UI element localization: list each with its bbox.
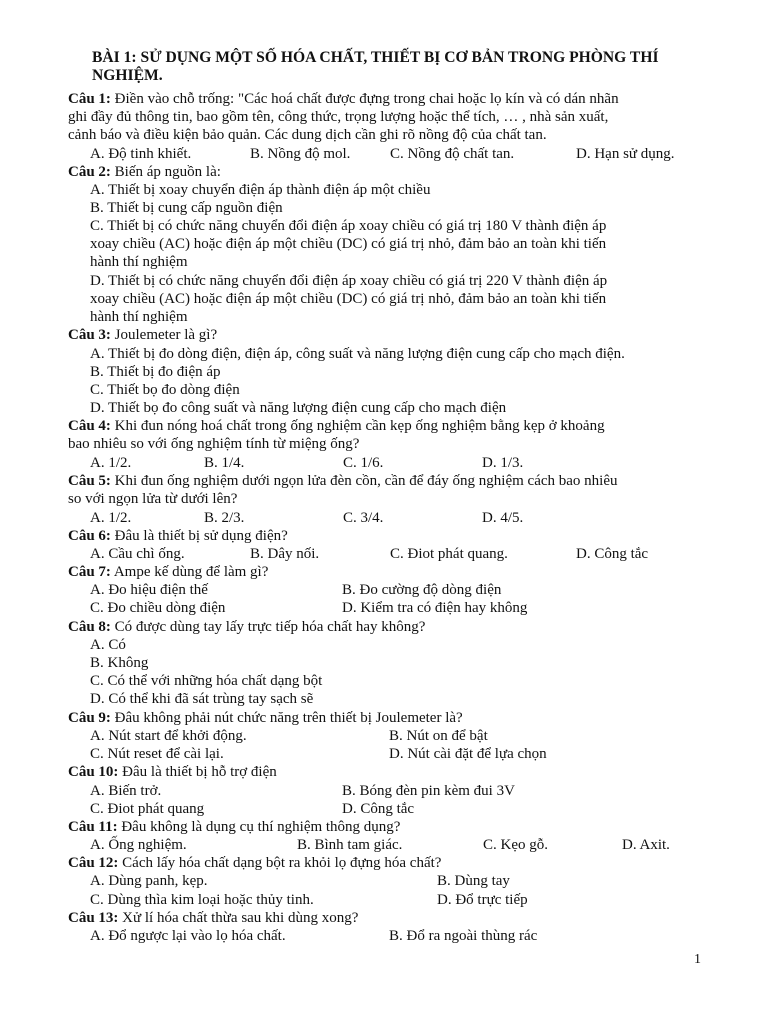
option-b: B. Bình tam giác. <box>297 837 403 853</box>
option-b: B. Dùng tay <box>437 873 510 889</box>
question-3 <box>68 326 217 344</box>
question-text-line: ghi đầy đủ thông tin, bao gồm tên, công thức, trọng lượng hoặc thể tích, … , nhà sản xuất, <box>68 109 609 125</box>
question-text: Có được dùng tay lấy trực tiếp hóa chất hay không? <box>110 619 426 635</box>
question-2 <box>68 163 221 181</box>
option-d: D. Kiểm tra có điện hay không <box>342 600 528 616</box>
document-title: BÀI 1: SỬ DỤNG MỘT SỐ HÓA CHẤT, THIẾT BỊ CƠ BẢN TRONG PHÒNG THÍ NGHIỆM. <box>92 49 659 84</box>
question-number: Câu 13: <box>68 910 119 926</box>
option-d: D. 4/5. <box>482 510 524 526</box>
option-b: B. Nồng độ mol. <box>250 146 351 162</box>
option-a: A. Dùng panh, kẹp. <box>90 873 208 889</box>
question-text: Xử lí hóa chất thừa sau khi dùng xong? <box>118 910 359 926</box>
question-10 <box>68 763 277 781</box>
question-number: Câu 10: <box>68 764 119 780</box>
question-8 <box>68 618 425 636</box>
question-text: Joulemeter là gì? <box>110 327 218 343</box>
option-b: B. Bóng đèn pin kèm đui 3V <box>342 783 515 799</box>
option-a: A. 1/2. <box>90 510 132 526</box>
question-number: Câu 2: <box>68 164 111 180</box>
option-d: D. Thiết bị có chức năng chuyển đổi điện áp xoay chiều có giá trị 220 V thành điện áp <box>90 273 608 289</box>
option-d: D. Nút cài đặt để lựa chọn <box>389 746 547 762</box>
question-text: Ampe kế dùng để làm gì? <box>110 564 269 580</box>
question-12 <box>68 854 441 872</box>
question-text: Điền vào chỗ trống: "Các hoá chất được đựng trong chai hoặc lọ kín và có dán nhãn <box>110 91 619 107</box>
option-c: C. Thiết bị có chức năng chuyển đổi điện áp xoay chiều có giá trị 180 V thành điện áp <box>90 218 607 234</box>
option-b: B. Dây nối. <box>250 546 320 562</box>
option-c: C. Có thể với những hóa chất dạng bột <box>90 673 323 689</box>
question-number: Câu 7: <box>68 564 111 580</box>
option-d: D. Thiết bọ đo công suất và năng lượng điện cung cấp cho mạch điện <box>90 400 507 416</box>
question-number: Câu 11: <box>68 819 118 835</box>
question-text: Biến áp nguồn là: <box>110 164 221 180</box>
option-a: A. Cầu chì ống. <box>90 546 185 562</box>
option-b: B. Thiết bị đo điện áp <box>90 364 221 380</box>
question-text-line: cảnh báo và điều kiện bảo quản. Các dung dịch cần ghi rõ nồng độ của chất tan. <box>68 127 547 143</box>
option-b: B. Thiết bị cung cấp nguồn điện <box>90 200 283 216</box>
option-b: B. 2/3. <box>204 510 245 526</box>
option-d: D. Đổ trực tiếp <box>437 892 528 908</box>
option-d: D. 1/3. <box>482 455 524 471</box>
option-a: A. Biến trở. <box>90 783 162 799</box>
question-number: Câu 4: <box>68 418 111 434</box>
option-c-cont: hành thí nghiệm <box>90 254 188 270</box>
option-b: B. Nút on để bật <box>389 728 488 744</box>
option-c: C. Thiết bọ đo dòng điện <box>90 382 240 398</box>
option-d-cont: hành thí nghiệm <box>90 309 188 325</box>
question-number: Câu 6: <box>68 528 111 544</box>
option-d-cont: xoay chiều (AC) hoặc điện áp một chiều (DC) có giá trị nhỏ, đảm bảo an toàn khi tiến <box>90 291 607 307</box>
option-a: A. Thiết bị xoay chuyển điện áp thành điện áp một chiều <box>90 182 431 198</box>
question-text-line: bao nhiêu so với ống nghiệm tính từ miệng ống? <box>68 436 360 452</box>
question-1 <box>68 90 619 108</box>
question-6 <box>68 527 288 545</box>
question-11 <box>68 818 400 836</box>
option-c: C. Điot phát quang <box>90 801 205 817</box>
option-c: C. Điot phát quang. <box>390 546 508 562</box>
option-d: D. Có thể khi đã sát trùng tay sạch sẽ <box>90 691 314 707</box>
option-c: C. 1/6. <box>343 455 384 471</box>
option-a: A. Đổ ngược lại vào lọ hóa chất. <box>90 928 286 944</box>
question-number: Câu 9: <box>68 710 111 726</box>
option-a: A. Đo hiệu điện thế <box>90 582 208 598</box>
question-text: Cách lấy hóa chất dạng bột ra khỏi lọ đựng hóa chất? <box>118 855 442 871</box>
question-9 <box>68 709 463 727</box>
option-b: B. Không <box>90 655 149 671</box>
option-c: C. 3/4. <box>343 510 384 526</box>
option-c: C. Đo chiều dòng điện <box>90 600 226 616</box>
question-4 <box>68 417 605 435</box>
option-c-cont: xoay chiều (AC) hoặc điện áp một chiều (DC) có giá trị nhỏ, đảm bảo an toàn khi tiến <box>90 236 607 252</box>
option-b: B. Đổ ra ngoài thùng rác <box>389 928 538 944</box>
question-number: Câu 8: <box>68 619 111 635</box>
question-5 <box>68 472 618 490</box>
option-b: B. 1/4. <box>204 455 245 471</box>
question-number: Câu 5: <box>68 473 111 489</box>
option-b: B. Đo cường độ dòng điện <box>342 582 502 598</box>
option-c: C. Kẹo gỗ. <box>483 837 548 853</box>
question-text: Khi đun ống nghiệm dưới ngọn lửa đèn cồn, cần để đáy ống nghiệm cách bao nhiêu <box>110 473 618 489</box>
question-text: Đâu không là dụng cụ thí nghiệm thông dụng? <box>117 819 401 835</box>
question-number: Câu 12: <box>68 855 119 871</box>
question-number: Câu 1: <box>68 91 111 107</box>
option-d: D. Công tắc <box>576 546 649 562</box>
question-text: Đâu không phải nút chức năng trên thiết bị Joulemeter là? <box>110 710 463 726</box>
option-d: D. Hạn sử dụng. <box>576 146 675 162</box>
question-text: Đâu là thiết bị hỗ trợ điện <box>118 764 277 780</box>
option-a: A. Ống nghiệm. <box>90 837 187 853</box>
page-number: 1 <box>694 952 701 967</box>
option-a: A. 1/2. <box>90 455 132 471</box>
option-c: C. Nồng độ chất tan. <box>390 146 515 162</box>
option-a: A. Độ tinh khiết. <box>90 146 192 162</box>
option-a: A. Nút start để khởi động. <box>90 728 247 744</box>
option-a: A. Thiết bị đo dòng điện, điện áp, công suất và năng lượng điện cung cấp cho mạch điện. <box>90 346 625 362</box>
question-7 <box>68 563 268 581</box>
question-text: Khi đun nóng hoá chất trong ống nghiệm cần kẹp ống nghiệm bằng kẹp ở khoảng <box>110 418 605 434</box>
question-text-line: so với ngọn lửa từ dưới lên? <box>68 491 238 507</box>
option-c: C. Dùng thìa kim loại hoặc thủy tinh. <box>90 892 314 908</box>
option-a: A. Có <box>90 637 126 653</box>
question-number: Câu 3: <box>68 327 111 343</box>
question-text: Đâu là thiết bị sử dụng điện? <box>110 528 288 544</box>
option-d: D. Công tắc <box>342 801 415 817</box>
option-c: C. Nút reset để cài lại. <box>90 746 224 762</box>
option-d: D. Axit. <box>622 837 670 853</box>
question-13 <box>68 909 358 927</box>
